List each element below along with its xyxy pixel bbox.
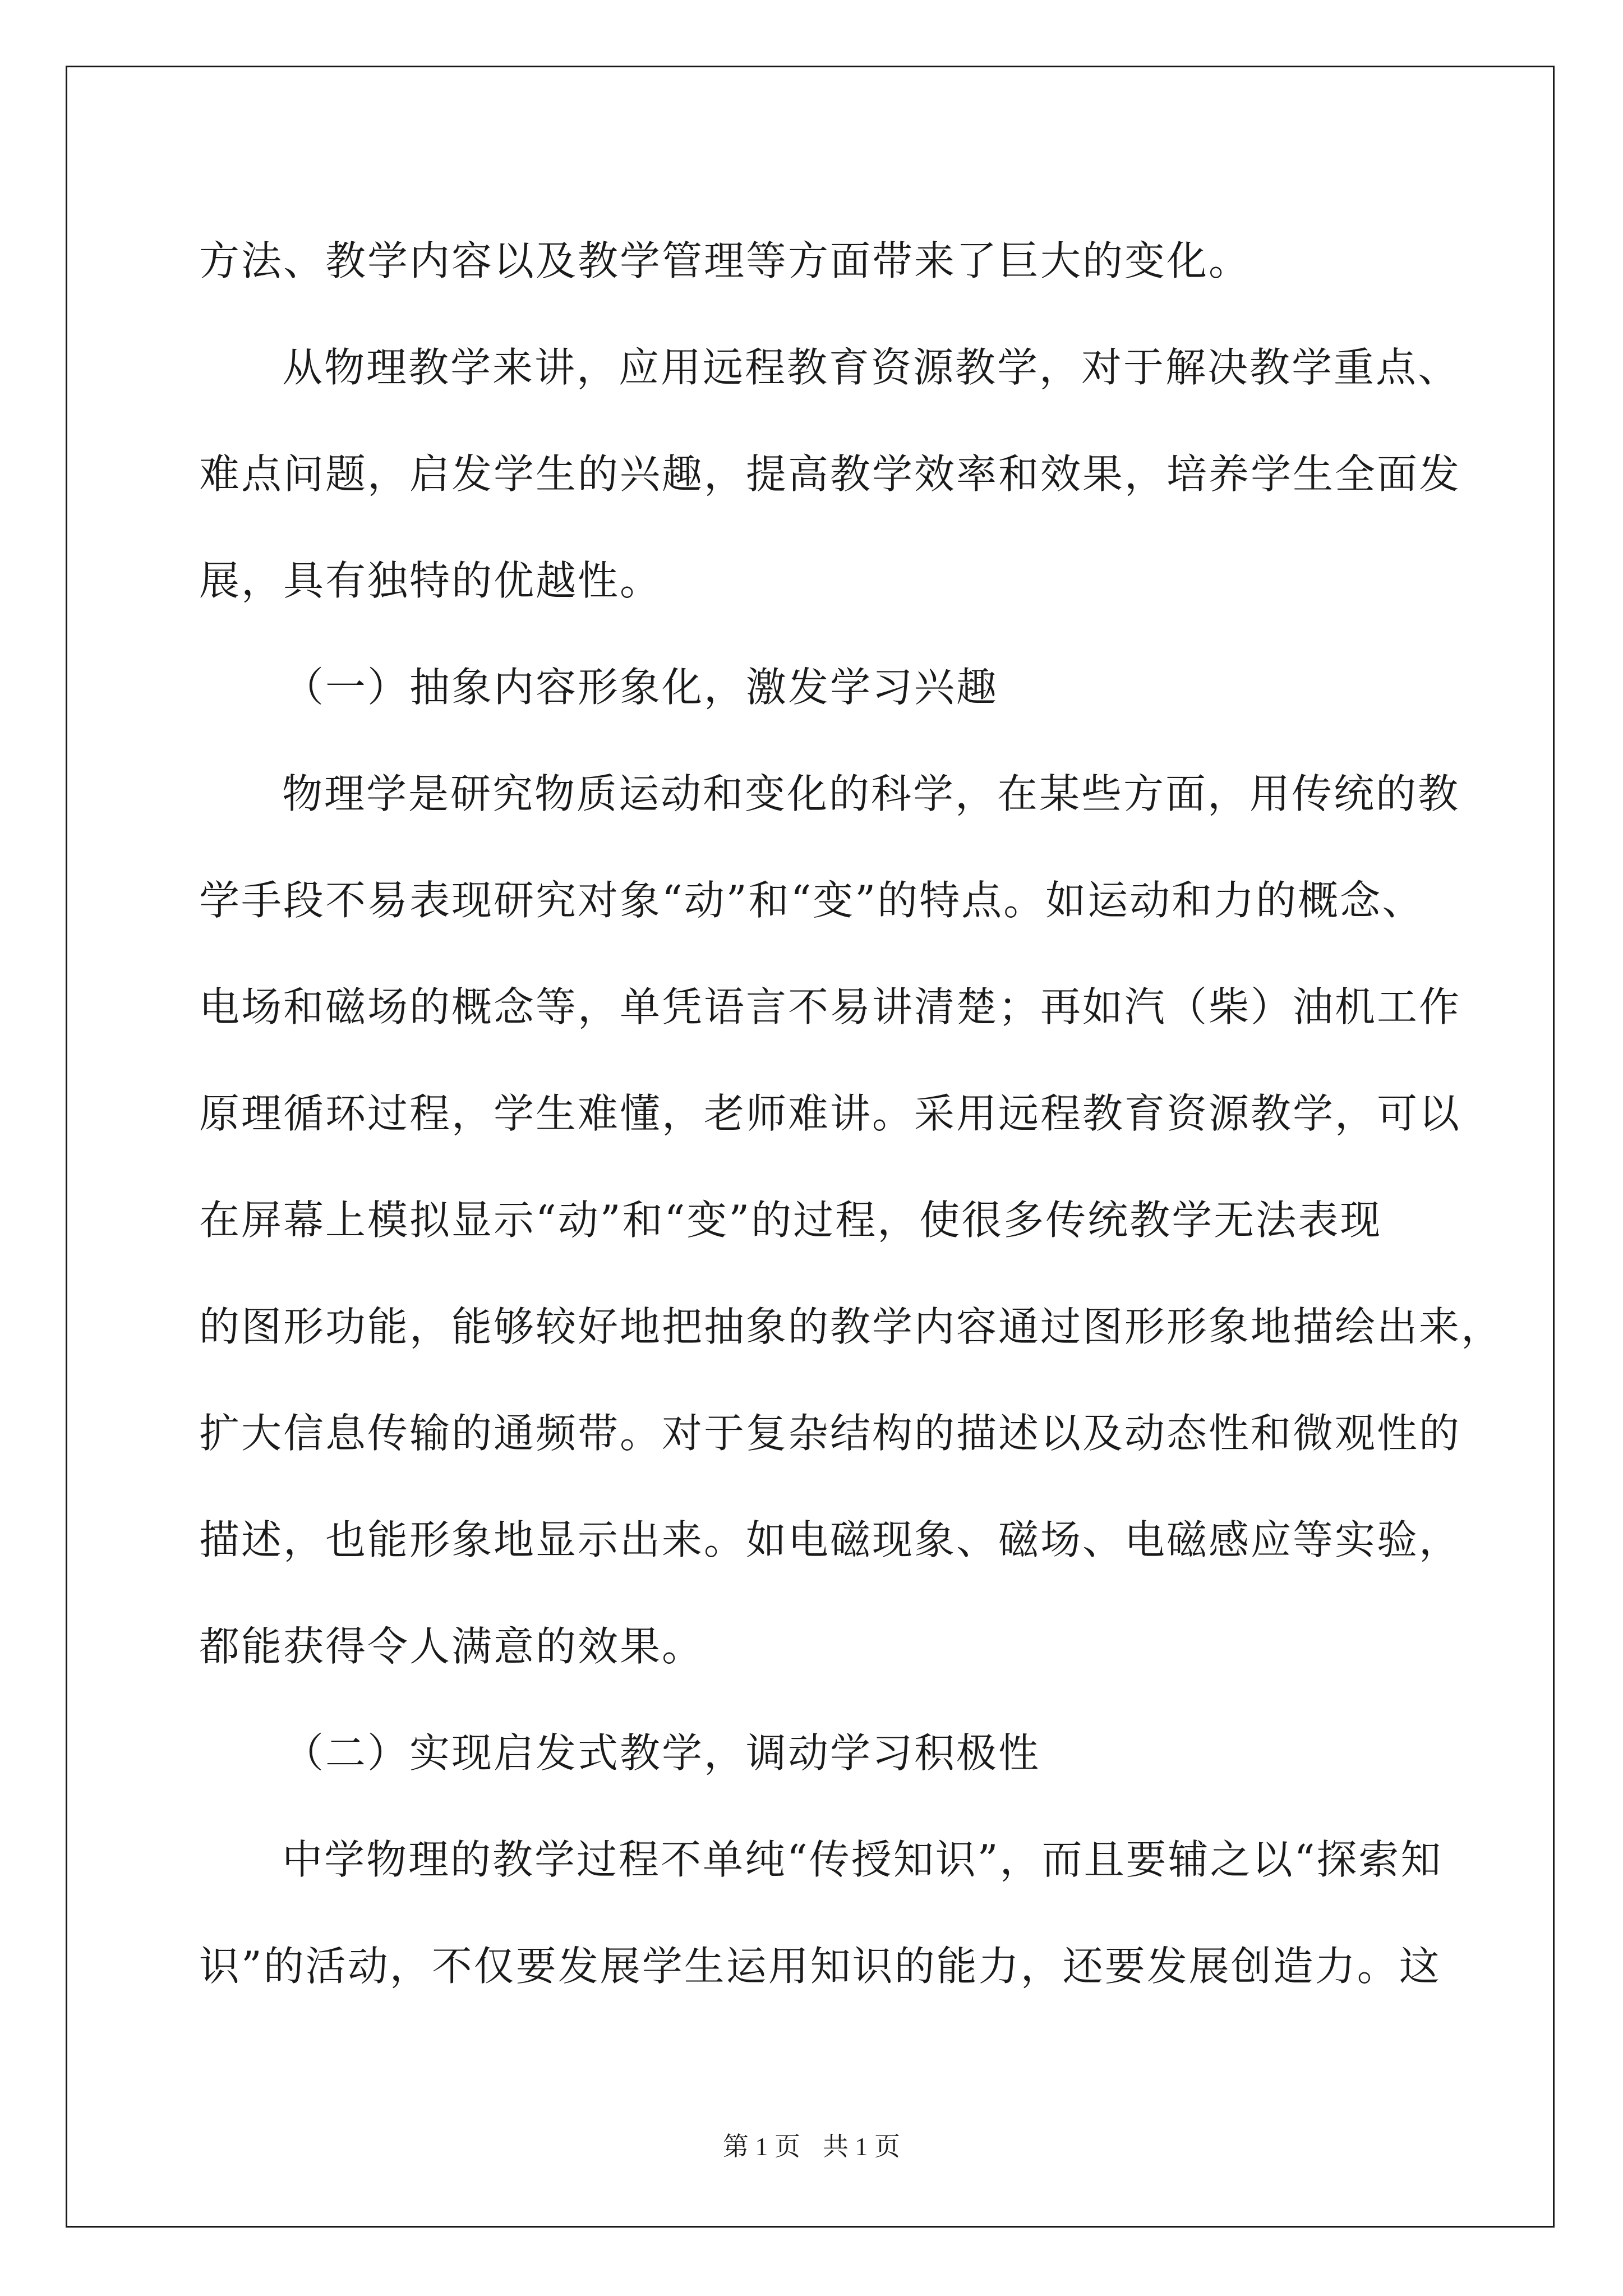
- text-line: 从物理教学来讲，应用远程教育资源教学，对于解决教学重点、: [282, 344, 1460, 391]
- text-line: 描述，也能形象地显示出来。如电磁现象、磁场、电磁感应等实验，: [199, 1516, 1461, 1563]
- text-line: 都能获得令人满意的效果。: [199, 1623, 704, 1670]
- text-line: 识”的活动，不仅要发展学生运用知识的能力，还要发展创造力。这: [199, 1943, 1441, 1990]
- section-heading: （二）实现启发式教学，调动学习积极性: [283, 1729, 1041, 1777]
- page-number: 第 1 页: [723, 2132, 800, 2161]
- text-line: 学手段不易表现研究对象“动”和“变”的特点。如运动和力的概念、: [199, 877, 1424, 924]
- text-line: 扩大信息传输的通频带。对于复杂结构的描述以及动态性和微观性的: [199, 1410, 1461, 1457]
- text-line: 原理循环过程，学生难懂，老师难讲。采用远程教育资源教学，可以: [199, 1090, 1461, 1137]
- page-total: 共 1 页: [823, 2132, 900, 2161]
- text-line: 的图形功能，能够较好地把抽象的教学内容通过图形形象地描绘出来，: [199, 1303, 1504, 1350]
- page-footer: [0, 2126, 1623, 2163]
- text-line: 电场和磁场的概念等，单凭语言不易讲清楚；再如汽（柴）油机工作: [199, 983, 1461, 1030]
- text-line: 物理学是研究物质运动和变化的科学，在某些方面，用传统的教: [282, 770, 1460, 817]
- text-line: 难点问题，启发学生的兴趣，提高教学效率和效果，培养学生全面发: [199, 450, 1461, 498]
- document-body: [199, 208, 1504, 2019]
- text-line: 方法、教学内容以及教学管理等方面带来了巨大的变化。: [199, 237, 1251, 284]
- section-heading: （一）抽象内容形象化，激发学习兴趣: [283, 664, 999, 711]
- text-line: 展，具有独特的优越性。: [199, 557, 662, 604]
- text-line: 在屏幕上模拟显示“动”和“变”的过程，使很多传统教学无法表现: [199, 1197, 1382, 1244]
- text-line: 中学物理的教学过程不单纯“传授知识”，而且要辅之以“探索知: [282, 1836, 1443, 1883]
